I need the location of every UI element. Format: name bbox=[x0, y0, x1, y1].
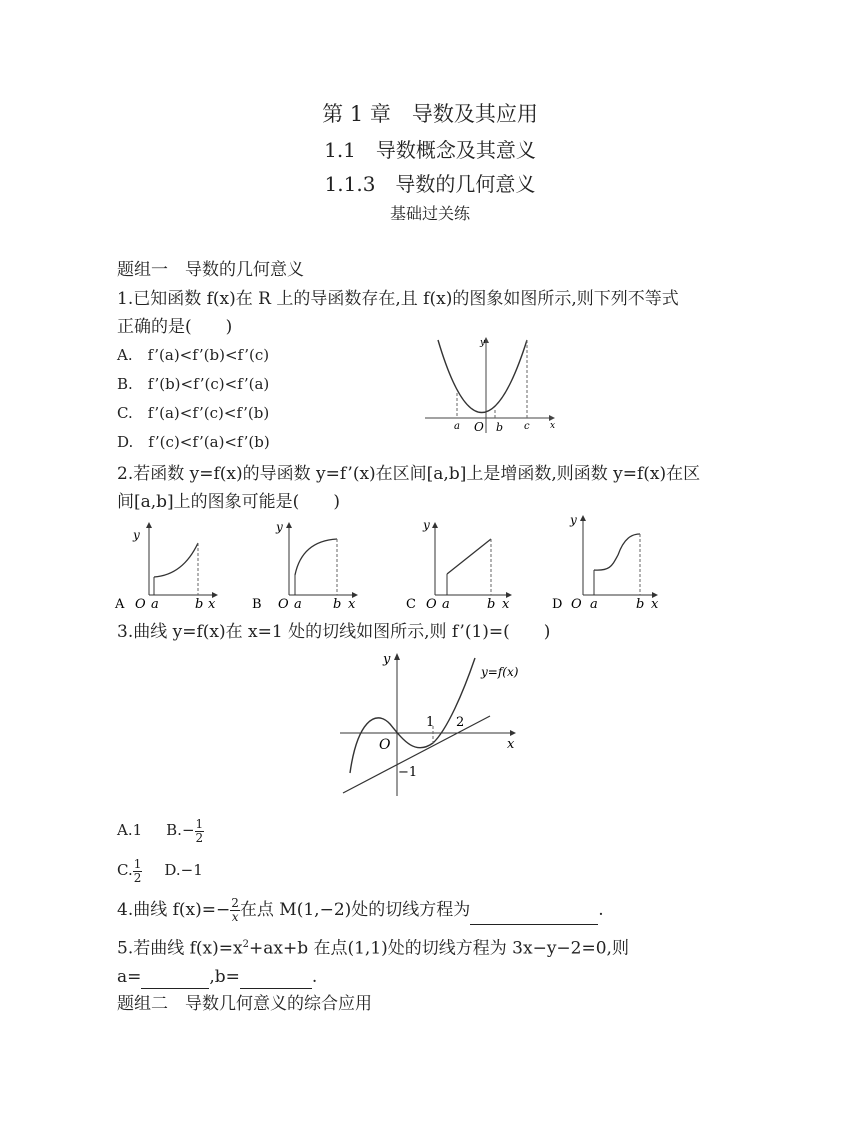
q1-option-b: B. f’(b)<f’(c)<f’(a) bbox=[117, 375, 270, 393]
q1-graph-b-label: b bbox=[496, 421, 504, 434]
q5-b-blank[interactable] bbox=[240, 968, 312, 989]
q2-graph-d-b: b bbox=[636, 597, 645, 612]
q5-line2 bbox=[117, 965, 317, 989]
q3-option-b-fraction: $\frac{1}{2}$ bbox=[195, 816, 204, 845]
q2-graph-b-b: b bbox=[333, 597, 342, 612]
q3-options-row2 bbox=[117, 855, 203, 885]
q2-stem-line1: 2.若函数 y=f(x)的导函数 y=f’(x)在区间[a,b]上是增函数,则函数 y=f(x)在区 bbox=[117, 464, 701, 484]
q2-graph-c-letter: C bbox=[406, 597, 416, 612]
q5-a-blank[interactable] bbox=[141, 968, 209, 989]
q2-graph-d-x: x bbox=[651, 597, 659, 612]
q1-option-a: A. f’(a)<f’(b)<f’(c) bbox=[117, 346, 270, 364]
section-title: 1.1 导数概念及其意义 bbox=[324, 138, 536, 162]
q4-line bbox=[117, 895, 604, 925]
q1-option-c: C. f’(a)<f’(c)<f’(b) bbox=[117, 404, 270, 422]
q2-graph-c bbox=[400, 515, 520, 613]
q2-graph-c-b: b bbox=[487, 597, 496, 612]
q2-graph-a-x: x bbox=[208, 597, 216, 612]
q2-graph-c-y: y bbox=[423, 518, 430, 532]
group1-heading: 题组一 导数的几何意义 bbox=[117, 260, 304, 280]
q3-graph bbox=[335, 648, 535, 800]
q5-line1 bbox=[117, 933, 629, 961]
q1-graph-a-label: a bbox=[454, 421, 460, 432]
q4-prefix: 4.曲线 f(x)=− bbox=[117, 900, 231, 920]
q2-graph-d-a: a bbox=[590, 597, 598, 612]
q3-graph-curve-label: y=f(x) bbox=[481, 665, 519, 679]
q5-b-label: ,b= bbox=[209, 967, 240, 987]
q1-graph-x-label: x bbox=[550, 421, 556, 431]
q1-graph-y-label: y bbox=[480, 338, 486, 348]
q2-graph-d-origin: O bbox=[571, 597, 582, 612]
q3-option-c-fraction: $\frac{1}{2}$ bbox=[133, 856, 142, 885]
q1-graph-origin-label: O bbox=[474, 420, 484, 434]
q4-suffix: 在点 M(1,−2)处的切线方程为 bbox=[239, 900, 471, 920]
q1-stem-line2: 正确的是( ) bbox=[117, 317, 233, 337]
q3-graph-x: x bbox=[507, 737, 515, 752]
q3-graph-label-2: 2 bbox=[456, 715, 465, 730]
q5-end: . bbox=[311, 967, 318, 987]
q5-text-b: +ax+b 在点(1,1)处的切线方程为 3x−y−2=0,则 bbox=[248, 938, 629, 959]
q2-graph-b bbox=[250, 515, 370, 613]
q3-graph-y: y bbox=[383, 652, 391, 667]
q3-option-c-prefix: C. bbox=[117, 861, 133, 879]
q2-graph-a-y: y bbox=[133, 528, 140, 542]
q2-graph-a-letter: A bbox=[115, 597, 125, 612]
q1-graph bbox=[420, 335, 565, 435]
exercise-title: 基础过关练 bbox=[389, 204, 470, 223]
q3-option-b-prefix: B.− bbox=[166, 821, 195, 839]
q2-stem-line2: 间[a,b]上的图象可能是( ) bbox=[117, 492, 340, 512]
q2-graph-b-y: y bbox=[276, 520, 283, 534]
q1-stem-line1: 1.已知函数 f(x)在 R 上的导函数存在,且 f(x)的图象如图所示,则下列不等式 bbox=[117, 289, 679, 309]
q4-fraction: $\frac{2}{x}$ bbox=[231, 896, 239, 924]
subsection-title: 1.1.3 导数的几何意义 bbox=[324, 172, 536, 196]
q2-graph-a-b: b bbox=[195, 597, 204, 612]
group2-heading: 题组二 导数几何意义的综合应用 bbox=[117, 994, 372, 1014]
q5-a-label: a= bbox=[117, 967, 142, 987]
chapter-title: 第 1 章 导数及其应用 bbox=[322, 102, 538, 126]
q2-graph-d-y: y bbox=[570, 513, 577, 527]
q3-graph-label-minus1: −1 bbox=[398, 765, 418, 780]
q5-superscript: 2 bbox=[242, 939, 249, 950]
q2-graph-b-origin: O bbox=[278, 597, 289, 612]
q3-stem: 3.曲线 y=f(x)在 x=1 处的切线如图所示,则 f’(1)=( ) bbox=[117, 622, 551, 642]
q3-option-a: A.1 bbox=[117, 821, 143, 839]
q4-answer-blank[interactable] bbox=[470, 902, 598, 925]
q2-graph-a-origin: O bbox=[135, 597, 146, 612]
q3-graph-label-1: 1 bbox=[426, 715, 435, 730]
q2-graph-b-letter: B bbox=[252, 597, 262, 612]
q2-graph-b-a: a bbox=[294, 597, 302, 612]
q1-option-d: D. f’(c)<f’(a)<f’(b) bbox=[117, 433, 270, 451]
q4-end: . bbox=[598, 900, 604, 920]
q2-graph-c-x: x bbox=[502, 597, 510, 612]
q3-graph-origin: O bbox=[379, 737, 391, 753]
q3-option-d: D.−1 bbox=[164, 861, 203, 879]
q2-graph-c-origin: O bbox=[426, 597, 437, 612]
q1-graph-c-label: c bbox=[524, 421, 530, 432]
q2-graph-c-a: a bbox=[442, 597, 450, 612]
q5-text-a: 5.若曲线 f(x)=x bbox=[117, 938, 243, 959]
q3-options-row1 bbox=[117, 815, 204, 845]
q2-graph-a-a: a bbox=[151, 597, 159, 612]
q2-graph-d bbox=[548, 508, 673, 613]
q2-graph-d-letter: D bbox=[552, 597, 563, 612]
q2-graph-a bbox=[113, 515, 233, 613]
q2-graph-b-x: x bbox=[348, 597, 356, 612]
